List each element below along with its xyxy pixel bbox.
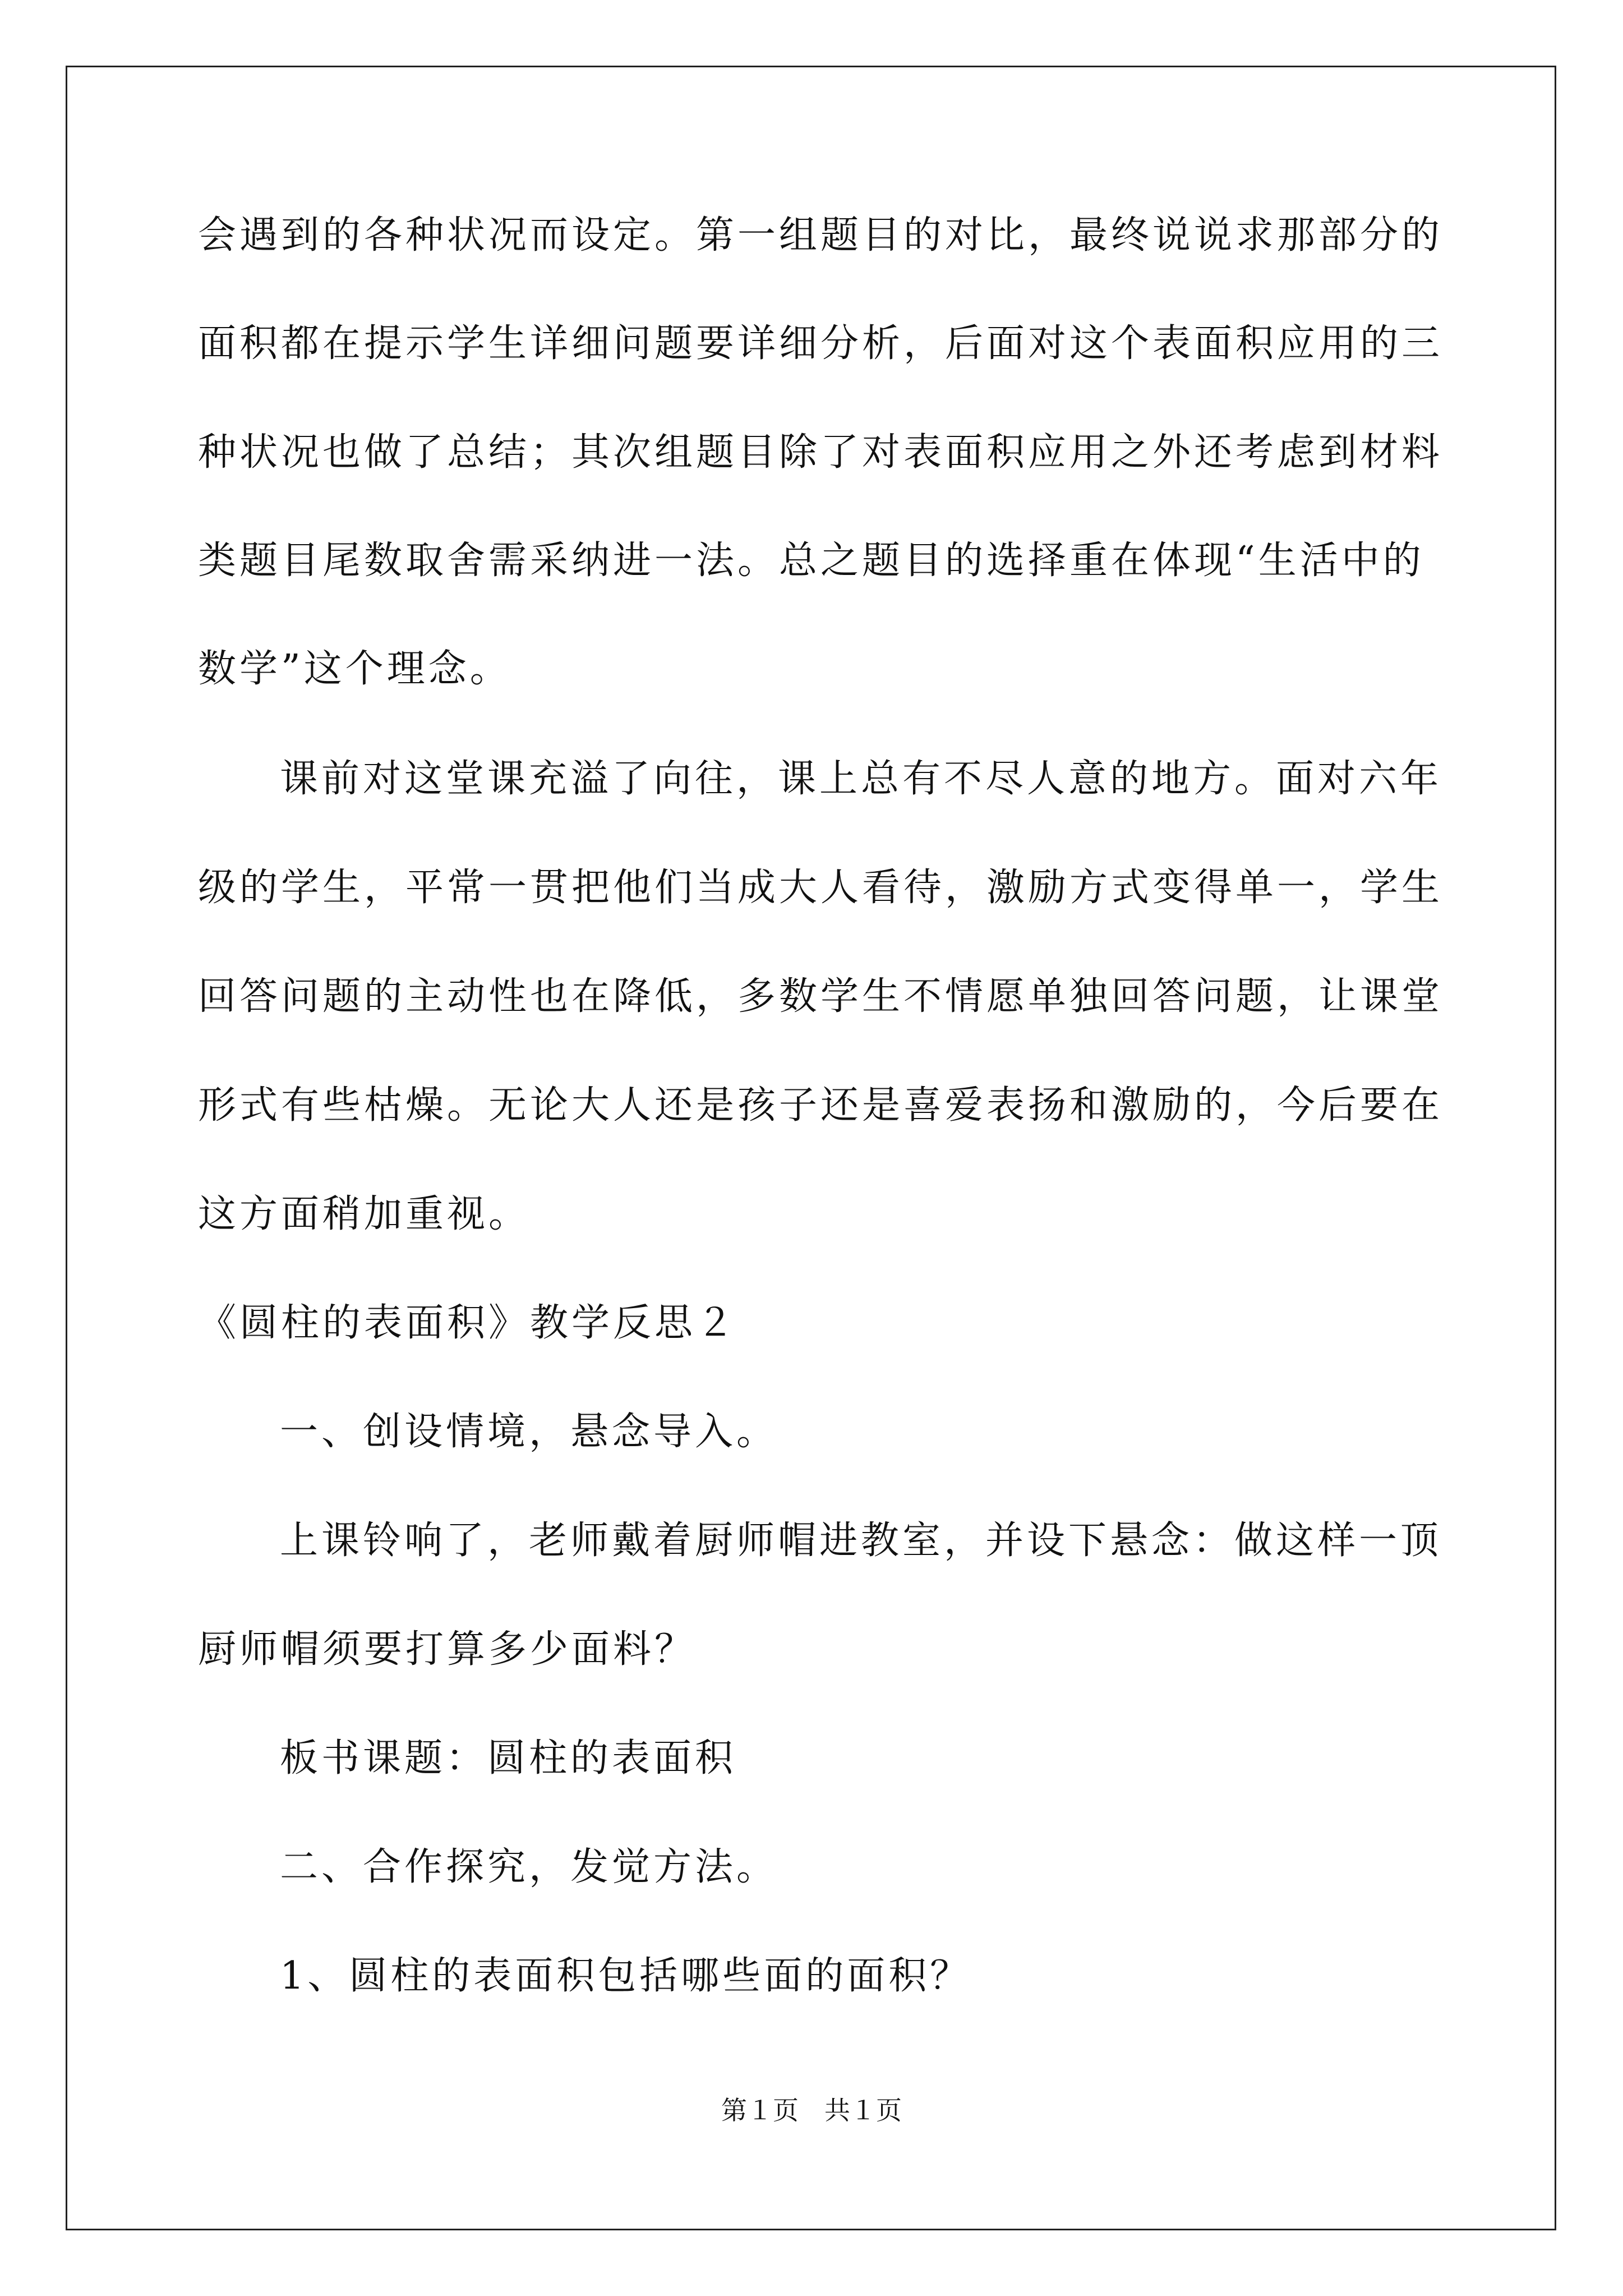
paragraph-line: 板书课题：圆柱的表面积 [280,1736,737,1780]
paragraph-line: 这方面稍加重视。 [198,1192,531,1236]
paragraph-line: 1、圆柱的表面积包括哪些面的面积？ [280,1954,972,1998]
page-footer: 第１页 共１页 [721,2095,902,2125]
paragraph-line: 会遇到的各种状况而设定。第一组题目的对比，最终说说求那部分的 [198,213,1444,257]
subsection-heading: 二、合作探究，发觉方法。 [280,1845,778,1889]
paragraph-line: 上课铃响了，老师戴着厨师帽进教室，并设下悬念：做这样一顶 [280,1519,1442,1563]
page-border [66,66,1556,2230]
paragraph-line: 形式有些枯燥。无论大人还是孩子还是喜爱表扬和激励的，今后要在 [198,1083,1444,1128]
paragraph-line: 面积都在提示学生详细问题要详细分析，后面对这个表面积应用的三 [198,321,1444,366]
paragraph-line: 级的学生，平常一贯把他们当成大人看待，激励方式变得单一，学生 [198,866,1444,910]
subsection-heading: 一、创设情境，悬念导入。 [280,1410,778,1454]
paragraph-line: 回答问题的主动性也在降低，多数学生不情愿单独回答问题，让课堂 [198,974,1444,1019]
paragraph-line: 厨师帽须要打算多少面料？ [198,1627,697,1672]
paragraph-line: 数学”这个理念。 [198,647,511,691]
paragraph-line: 课前对这堂课充溢了向往，课上总有不尽人意的地方。面对六年 [280,757,1442,801]
paragraph-line: 种状况也做了总结；其次组题目除了对表面积应用之外还考虑到材料 [198,430,1444,475]
paragraph-line: 类题目尾数取舍需采纳进一法。总之题目的选择重在体现“生活中的 [198,539,1424,583]
section-heading: 《圆柱的表面积》教学反思２ [198,1301,738,1345]
